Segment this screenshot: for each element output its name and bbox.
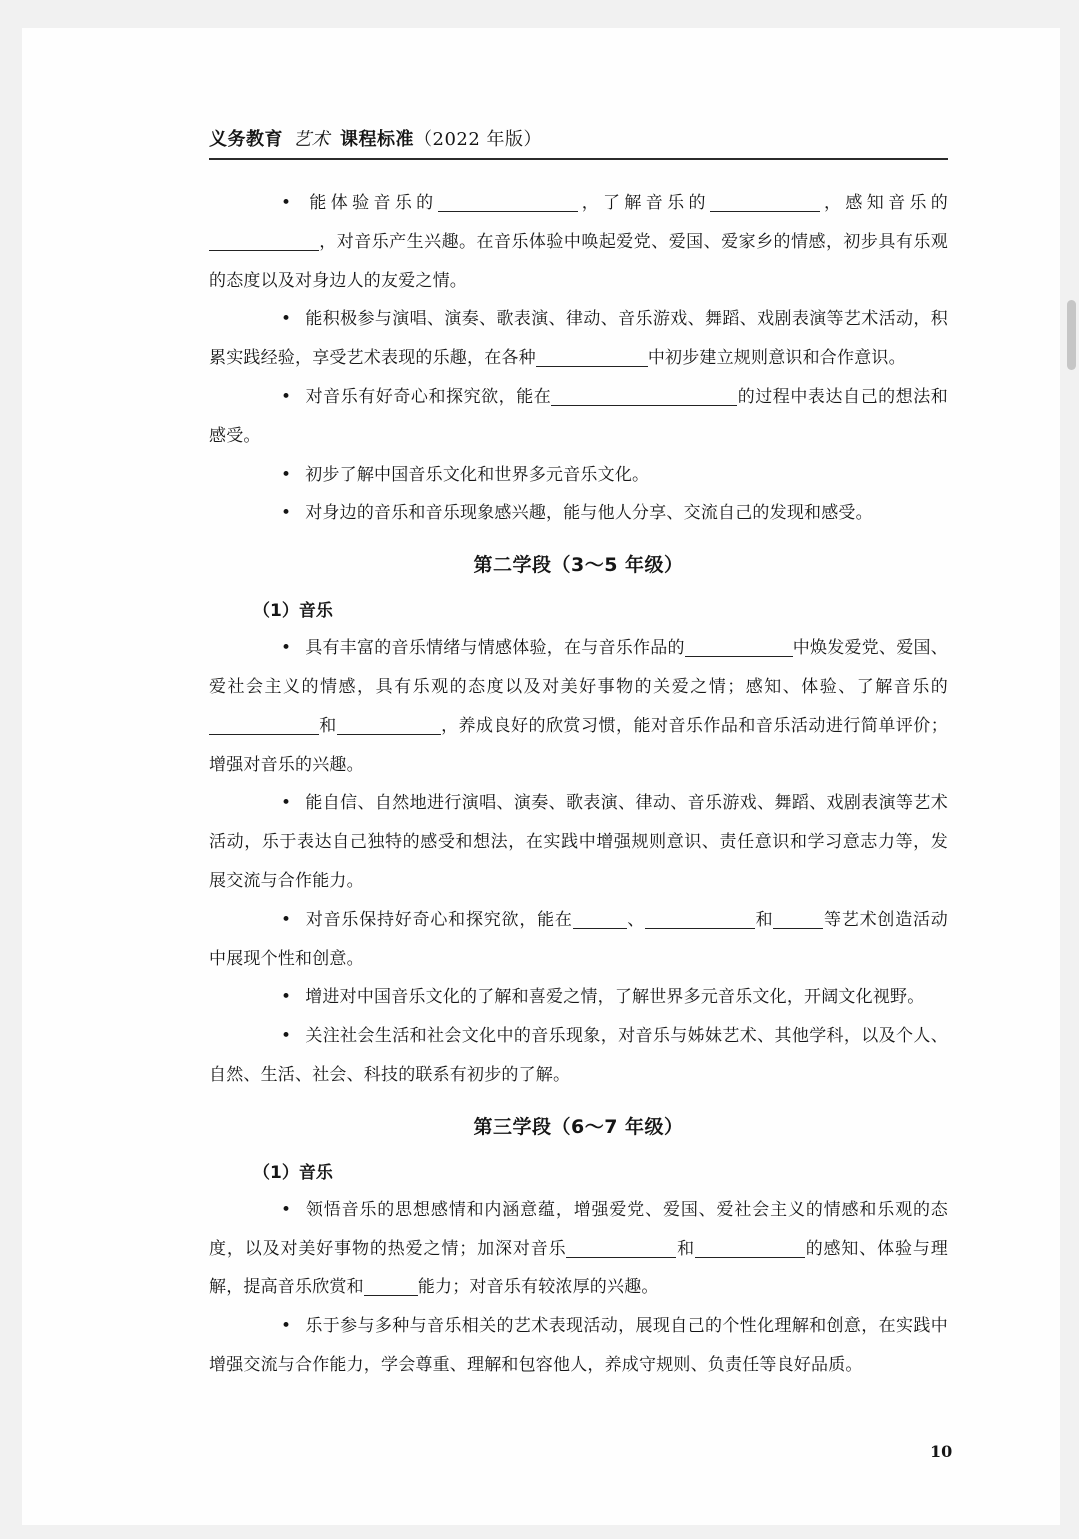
header-subject: 艺术	[293, 129, 330, 150]
intro-bullet-3: • 对音乐有好奇心和探究欲，能在 的过程中表达自己的想法和感受。	[209, 378, 948, 456]
header-title: 课程标准	[340, 129, 414, 150]
intro-bullet-2: • 能积极参与演唱、演奏、歌表演、律动、音乐游戏、舞蹈、戏剧表演等艺术活动，积累实践经验，享受艺术表现的乐趣，在各种 中初步建立规则意识和合作意识。	[209, 300, 948, 378]
fill-blank	[685, 640, 793, 657]
bullet-icon: •	[281, 309, 292, 330]
bullet-icon: •	[281, 1026, 292, 1047]
fill-blank	[209, 718, 319, 735]
vertical-scrollbar[interactable]	[1067, 300, 1076, 370]
fill-blank	[566, 1241, 676, 1258]
bullet-icon: •	[281, 1199, 292, 1220]
subsection-title-music: （1）音乐	[253, 1162, 333, 1183]
document-page	[22, 28, 1060, 1525]
running-header	[209, 123, 948, 160]
page-content	[209, 123, 948, 1385]
fill-blank	[364, 1279, 418, 1296]
bullet-icon: •	[281, 987, 292, 1008]
stage2-bullet-2: • 能自信、自然地进行演唱、演奏、歌表演、律动、音乐游戏、舞蹈、戏剧表演等艺术活动，乐于表达自己独特的感受和想法，在实践中增强规则意识、责任意识和学习意志力等，发展交流与合作能力。	[209, 784, 948, 900]
bullet-icon: •	[281, 909, 292, 930]
stage2-bullet-1: • 具有丰富的音乐情绪与情感体验，在与音乐作品的 中焕发爱党、爱国、爱社会主义的情感，具有乐观的态度以及对美好事物的关爱之情；感知、体验、了解音乐的和 ，养成良好的欣赏习惯，能对音乐作品和音乐活动进行简单评价；增强对音乐的兴趣。	[209, 629, 948, 784]
fill-blank	[645, 912, 755, 929]
stage2-bullet-3: • 对音乐保持好奇心和探究欲，能在 、 和 等艺术创造活动中展现个性和创意。	[209, 901, 948, 979]
bullet-icon: •	[281, 193, 292, 213]
subsection-title-music: （1）音乐	[253, 601, 333, 622]
bullet-icon: •	[281, 1316, 292, 1337]
bullet-icon: •	[281, 503, 292, 524]
intro-bullet-5: • 对身边的音乐和音乐现象感兴趣，能与他人分享、交流自己的发现和感受。	[209, 494, 948, 533]
header-edition: （2022 年版）	[414, 129, 543, 150]
stage2-bullet-4: • 增进对中国音乐文化的了解和喜爱之情，了解世界多元音乐文化，开阔文化视野。	[209, 978, 948, 1017]
stage3-bullet-1: • 领悟音乐的思想感情和内涵意蕴，增强爱党、爱国、爱社会主义的情感和乐观的态度，以及对美好事物的热爱之情；加深对音乐 和 的感知、体验与理解，提高音乐欣赏和 能力；对音乐有较浓厚的兴趣。	[209, 1191, 948, 1307]
fill-blank	[695, 1241, 805, 1258]
fill-blank	[438, 195, 578, 212]
intro-bullet-4: • 初步了解中国音乐文化和世界多元音乐文化。	[209, 456, 948, 495]
stage2-bullet-5: • 关注社会生活和社会文化中的音乐现象，对音乐与姊妹艺术、其他学科，以及个人、自然、生活、社会、科技的联系有初步的了解。	[209, 1017, 948, 1095]
fill-blank	[209, 234, 319, 251]
page-number: 10	[930, 1442, 953, 1461]
bullet-icon: •	[281, 793, 292, 814]
fill-blank	[551, 389, 737, 406]
fill-blank	[337, 718, 441, 735]
section-title-stage-3: 第三学段（6～7 年级）	[473, 1115, 684, 1138]
fill-blank	[710, 195, 820, 212]
intro-bullet-1: • 能体验音乐的 ，了解音乐的 ，感知音乐的，对音乐产生兴趣。在音乐体验中唤起爱党、爱国、爱家乡的情感，初步具有乐观的态度以及对身边人的友爱之情。	[209, 184, 948, 300]
bullet-icon: •	[281, 386, 292, 407]
fill-blank	[773, 912, 823, 929]
fill-blank	[536, 350, 648, 367]
section-title-stage-2: 第二学段（3～5 年级）	[473, 554, 684, 577]
header-prefix: 义务教育	[209, 129, 283, 150]
fill-blank	[573, 912, 627, 929]
bullet-icon: •	[281, 638, 292, 659]
stage3-bullet-2: • 乐于参与多种与音乐相关的艺术表现活动，展现自己的个性化理解和创意，在实践中增强交流与合作能力，学会尊重、理解和包容他人，养成守规则、负责任等良好品质。	[209, 1307, 948, 1385]
bullet-icon: •	[281, 464, 292, 485]
